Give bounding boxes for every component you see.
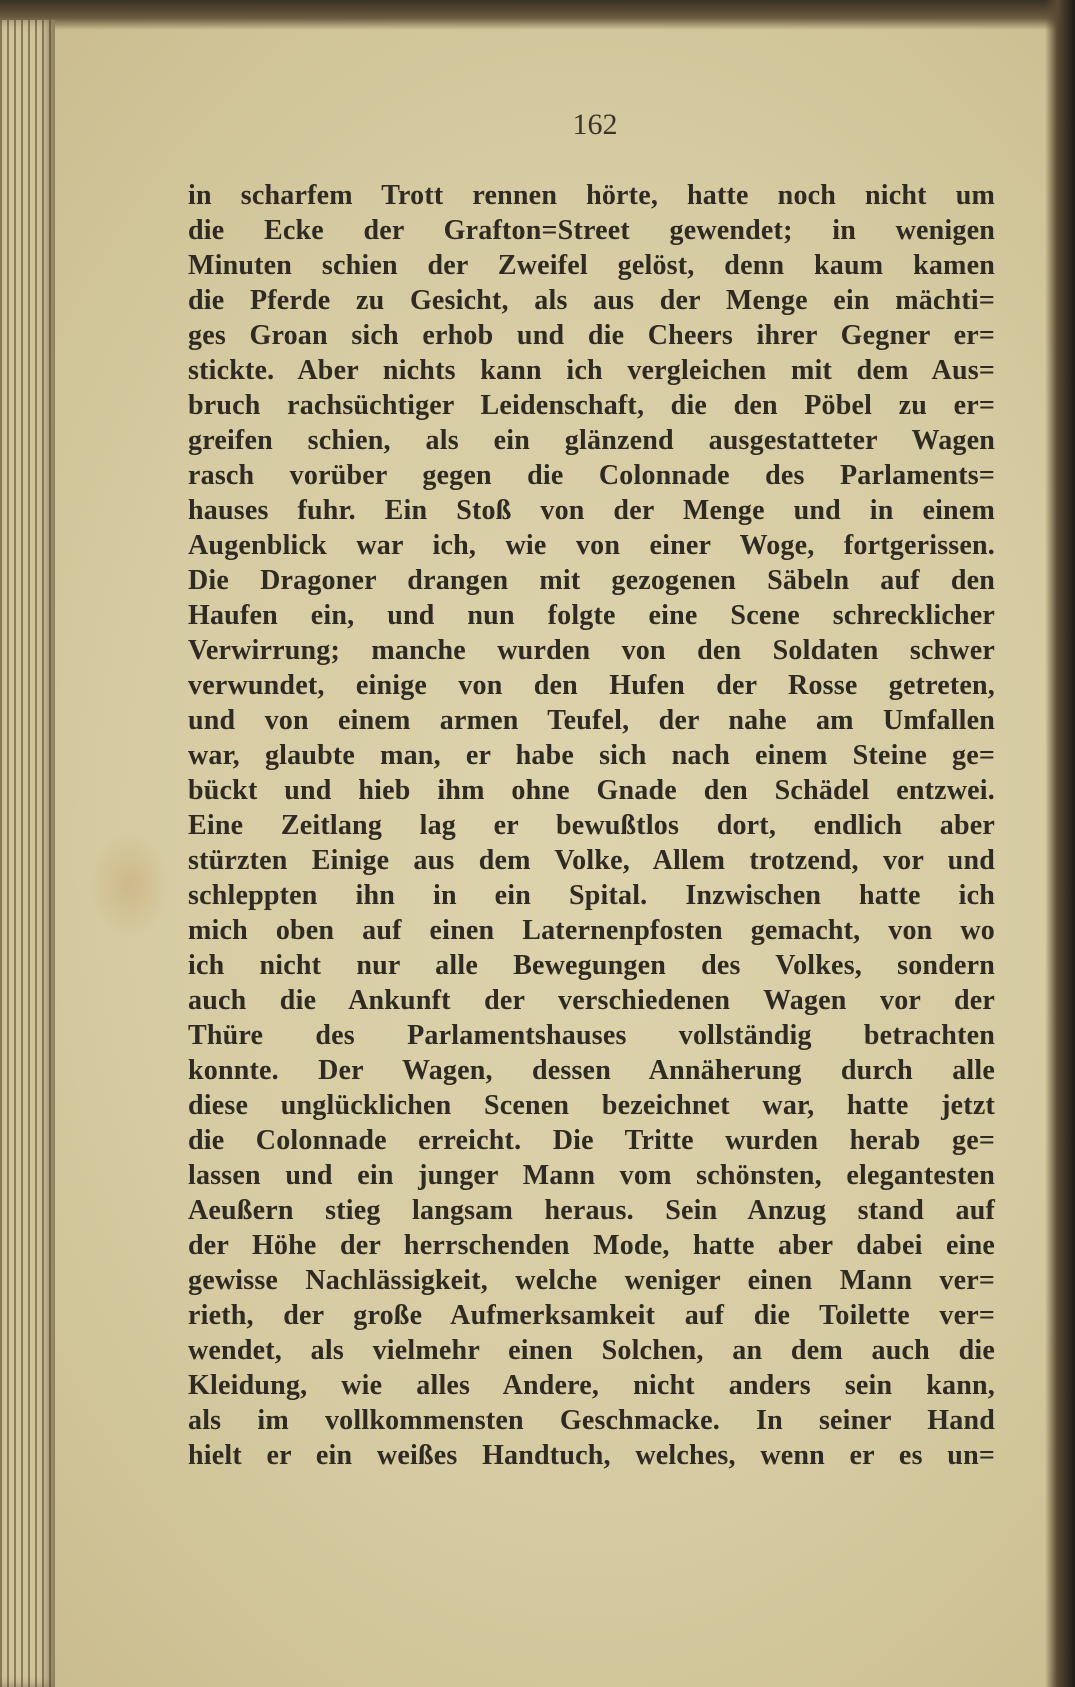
text-line: Kleidung, wie alles Andere, nicht anders sein kann, (188, 1370, 995, 1401)
text-line: Augenblick war ich, wie von einer Woge, fortgerissen. (188, 530, 995, 561)
book-binding-edge (1045, 0, 1075, 1687)
body-text (188, 178, 995, 1473)
text-line: Thüre des Parlamentshauses vollständig betrachten (188, 1020, 995, 1051)
text-line: der Höhe der herrschenden Mode, hatte aber dabei eine (188, 1230, 995, 1261)
text-line: mich oben auf einen Laternenpfosten gemacht, von wo (188, 915, 995, 946)
text-line: rieth, der große Aufmerksamkeit auf die Toilette ver= (188, 1300, 995, 1331)
text-line: schleppten ihn in ein Spital. Inzwischen hatte ich (188, 880, 995, 911)
text-line: hielt er ein weißes Handtuch, welches, wenn er es un= (188, 1440, 995, 1471)
text-line: die Colonnade erreicht. Die Tritte wurden herab ge= (188, 1125, 995, 1156)
text-line: stickte. Aber nichts kann ich vergleichen mit dem Aus= (188, 355, 995, 386)
text-line: war, glaubte man, er habe sich nach einem Steine ge= (188, 740, 995, 771)
text-line: konnte. Der Wagen, dessen Annäherung durch alle (188, 1055, 995, 1086)
page-top-edge (0, 0, 1075, 30)
text-line: auch die Ankunft der verschiedenen Wagen vor der (188, 985, 995, 1016)
text-line: Haufen ein, und nun folgte eine Scene schrecklicher (188, 600, 995, 631)
text-line: ich nicht nur alle Bewegungen des Volkes, sondern (188, 950, 995, 981)
text-line: in scharfem Trott rennen hörte, hatte noch nicht um (188, 180, 995, 211)
text-line: bückt und hieb ihm ohne Gnade den Schädel entzwei. (188, 775, 995, 806)
text-line: Aeußern stieg langsam heraus. Sein Anzug stand auf (188, 1195, 995, 1226)
text-line: gewisse Nachlässigkeit, welche weniger einen Mann ver= (188, 1265, 995, 1296)
text-line: stürzten Einige aus dem Volke, Allem trotzend, vor und (188, 845, 995, 876)
text-line: verwundet, einige von den Hufen der Rosse getreten, (188, 670, 995, 701)
page-stack-edge (0, 20, 55, 1687)
text-line: hauses fuhr. Ein Stoß von der Menge und in einem (188, 495, 995, 526)
page-number: 162 (572, 108, 618, 141)
text-line: bruch rachsüchtiger Leidenschaft, die den Pöbel zu er= (188, 390, 995, 421)
text-line: Minuten schien der Zweifel gelöst, denn kaum kamen (188, 250, 995, 281)
text-line: Die Dragoner drangen mit gezogenen Säbeln auf den (188, 565, 995, 596)
text-line: diese unglücklichen Scenen bezeichnet war, hatte jetzt (188, 1090, 995, 1121)
text-line: rasch vorüber gegen die Colonnade des Parlaments= (188, 460, 995, 491)
text-line: greifen schien, als ein glänzend ausgestatteter Wagen (188, 425, 995, 456)
text-line: und von einem armen Teufel, der nahe am Umfallen (188, 705, 995, 736)
text-line: die Pferde zu Gesicht, als aus der Menge ein mächti= (188, 285, 995, 316)
text-line: als im vollkommensten Geschmacke. In seiner Hand (188, 1405, 995, 1436)
paper-stain (90, 830, 170, 940)
text-line: die Ecke der Grafton=Street gewendet; in wenigen (188, 215, 995, 246)
text-line: Verwirrung; manche wurden von den Soldaten schwer (188, 635, 995, 666)
text-line: lassen und ein junger Mann vom schönsten, elegantesten (188, 1160, 995, 1191)
text-line: wendet, als vielmehr einen Solchen, an dem auch die (188, 1335, 995, 1366)
text-line: Eine Zeitlang lag er bewußtlos dort, endlich aber (188, 810, 995, 841)
text-line: ges Groan sich erhob und die Cheers ihrer Gegner er= (188, 320, 995, 351)
